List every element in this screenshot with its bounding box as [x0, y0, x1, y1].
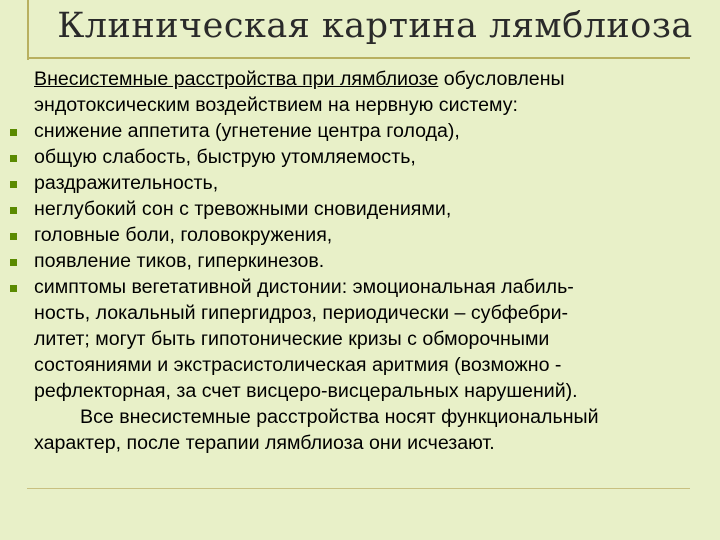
- list-item: [0, 144, 720, 170]
- list-item-text: симптомы вегетативной дистонии: эмоциональная лабиль-: [34, 276, 574, 298]
- list-item-text: появление тиков, гиперкинезов.: [34, 250, 325, 272]
- list-item-continuation: ность, локальный гипергидроз, периодически – субфебри-: [34, 302, 569, 324]
- conclusion-line-2: характер, после терапии лямблиоза они исчезают.: [34, 432, 495, 454]
- intro-line-1: [0, 66, 720, 92]
- bullet-square-icon: [10, 259, 17, 266]
- accent-vertical-line: [27, 0, 29, 60]
- list-item-text: неглубокий сон с тревожными сновидениями,: [34, 198, 452, 220]
- bullet-square-icon: [10, 207, 17, 214]
- list-item-continuation: состояниями и экстрасистолическая аритмия (возможно -: [34, 354, 562, 376]
- conclusion-line-1: Все внесистемные расстройства носят функциональный: [80, 406, 599, 428]
- slide-body: [0, 66, 720, 456]
- list-item-text: общую слабость, быструю утомляемость,: [34, 146, 416, 168]
- list-item-continuation: литет; могут быть гипотонические кризы с обморочными: [34, 328, 550, 350]
- list-item: [0, 196, 720, 222]
- list-item-last: [0, 274, 720, 300]
- intro-rest: обусловлены: [438, 68, 565, 90]
- list-item: [0, 118, 720, 144]
- intro-line-2: эндотоксическим воздействием на нервную систему:: [34, 94, 518, 116]
- list-item-text: снижение аппетита (угнетение центра голода),: [34, 120, 460, 142]
- bullet-square-icon: [10, 233, 17, 240]
- accent-bottom-line: [27, 488, 690, 489]
- list-item: [0, 222, 720, 248]
- bullet-square-icon: [10, 181, 17, 188]
- bullet-square-icon: [10, 285, 17, 292]
- list-item-text: головные боли, головокружения,: [34, 224, 333, 246]
- slide-title: Клиническая картина лямблиоза: [57, 6, 693, 46]
- list-item: [0, 170, 720, 196]
- bullet-square-icon: [10, 129, 17, 136]
- intro-underlined: Внесистемные расстройства при лямблиозе: [34, 68, 439, 90]
- bullet-square-icon: [10, 155, 17, 162]
- accent-horizontal-line: [27, 57, 690, 59]
- list-item-continuation: рефлекторная, за счет висцеро-висцеральных нарушений).: [34, 380, 578, 402]
- list-item-text: раздражительность,: [34, 172, 219, 194]
- list-item: [0, 248, 720, 274]
